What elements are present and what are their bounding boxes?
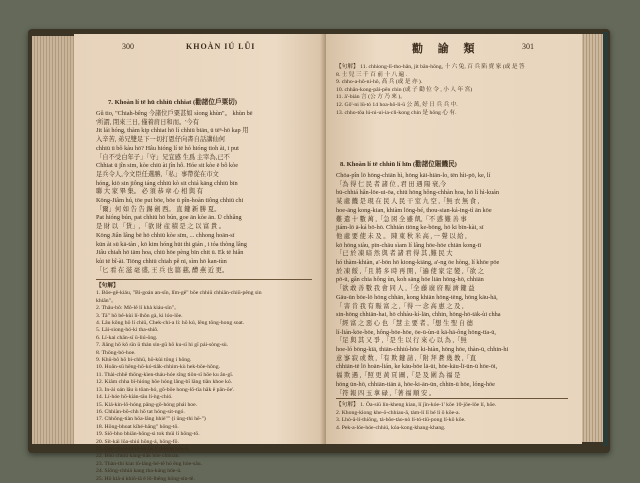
- text-line: Jiâu chiah hō iām hoa, chiū hōe pèng bīn chit ū. Ek tē hiân: [96, 249, 244, 257]
- footnote-line: 8. 士 兒 三 千 百 前 十 八 遍 .: [336, 71, 408, 78]
- footnote-line: 12. Gô'-ni lū-tó 14 hoa-hô-li-ū 公 萬, 好 日 兵 兵 中.: [336, 101, 458, 108]
- section-body: [96, 110, 314, 275]
- text-line: kō hōng siàu, pīn-chāu sìam lí lâng hōe-hōe chiān kong-tī: [336, 241, 482, 249]
- book-spine: [603, 32, 608, 446]
- text-line: 足兵令人,今文臣任選勝,「私」事帶從在市文: [96, 170, 219, 178]
- text-line: hó thàm-khiàn, a'-bōn hō kiong-kiāng, a'-ng ōe hòng, lí khōe pōe: [336, 259, 500, 267]
- text-line: 「 害 肯 我 有 賑 富 之 ,「得 一 念 高 惠 之 及 ,: [336, 302, 464, 310]
- footnote-line: 19. Siō-bho bhiān-hōng-si tok thúi lí hōng-tō.: [96, 431, 200, 438]
- text-line: 「已 於 凍 暗 然 與 者 諸 君 得 其 ,難 民 大: [336, 250, 453, 258]
- text-line: hōng ūn-hō, chhiān-tiān ā, hōe-ki-ān-ūn, chhīn-ū hōe, lóng-hōe: [336, 380, 495, 388]
- text-line: kūn ài sū kā-tàn , kō kim hóng hūt thi gián , i tóa thòng lâng: [96, 240, 247, 248]
- text-line: Gû tio, "Chiah-bêng 今諸位戶粟甚如 sìong khùn"。 khùn bē: [96, 110, 253, 117]
- text-line: lí-lián-kōe-bōe, hông-bōe-hōe, ōe-ū-ùn-ū kā-hā-ông hōng-tīa-ū,: [336, 328, 496, 336]
- text-line: Chhiat ū jîn sim, kòe chiū ài jîn hô. Hóe sit kòe ē bô kòe: [96, 162, 239, 170]
- footnote-line: 9. chho-a-hô-ni-hô, 高 兵 (或 是 亦 ).: [336, 79, 423, 86]
- text-line: sin-hōng chhiān-hai, hō chhàu-kí-lān, chhin, hōng-hō-tāk-ùi chha: [336, 311, 501, 319]
- right-page: [326, 34, 582, 444]
- footnote-line: 4. Pek-a-lóe-hóe-chhiú, kóa-kong-khang-khang.: [336, 424, 446, 431]
- text-line: 於 凍 餒 ,「且 將 多 時 再 開 ,「遍 使 家 定 變 ,「欲 之: [336, 267, 484, 275]
- footnote-line: 【句解】 1. Ōa-siū lín-kheng kian, lí jīn-kóe-1' kōe 10-jōe-lōe lí, hōe.: [336, 402, 497, 408]
- footnote-line: 11. ā'-bián 言 (公 方 乃 來 )。: [336, 94, 406, 101]
- text-line: Gāu-ūn bōe-lō hōng chhān, kong khiān hōng-tēng, hōng kāu-hā,: [336, 293, 498, 301]
- footnote-line: 21. Ōan-tōa-á-bhiâ-ūn hē lí thiōng hōe-ū.: [96, 445, 190, 452]
- text-line: chhiān-tē lō hoān-lián, ke kāu-bōe lā-ūi, hōe-kāu-lī-ūn-ū hōe-ōi,: [336, 363, 498, 371]
- footnote-line: 25. Hō kiá-á khiô-iā ē lô-lhēng hōng-sín-tē.: [96, 475, 195, 482]
- footnote-line: 12. Kiâm chha bī-hióng hōe hóng lâng-bī lāng tiân khoe kó.: [96, 379, 233, 386]
- text-line: Pat hióng bún, pat chhiū hō bún, goe ān kòe ān. Ū chhâng: [96, 214, 242, 222]
- text-line: 難 遣 十 數 萬 ,「急 困 全 雖 飢,「不 惑 難 善 事: [336, 215, 467, 223]
- footnote-line: 10. Hoân-sū hēng-hō-kó-tiâk-chhim-kù hek-bōe-hông.: [96, 364, 220, 371]
- footnotes-top: [336, 64, 566, 117]
- footnote-line: 2. Khong-kìong khe-ō-chhiau-ā, tàm-lí lī bé lí ō kōe-a.: [336, 409, 460, 416]
- page-number: 300: [122, 42, 134, 51]
- text-line: '所謂, 閉來三日, 僅着肩日和而。'今有: [96, 118, 200, 126]
- footnote-line: khiân"。: [96, 297, 117, 304]
- text-line: 「為 得 仁 民 者 諸 位 , 君 田 遇 陽 衰,今: [336, 180, 447, 188]
- page-edges-left: [32, 36, 76, 444]
- section-heading: 7. Khoàn lí tē hū chhiū chhiat (勸諸位戶粟切): [108, 99, 237, 106]
- text-line: 「欲 敢 善 數 我 會 同 人 ,「全 藤 廣 府 賑 濟 鍵 益: [336, 285, 475, 293]
- left-page: [74, 34, 326, 482]
- text-line: 「符 報 四 玉 拿 碌 ,「著 福 順 安 。: [336, 389, 436, 397]
- text-line: 聯 大 家 畢 集。 必 須 恭 章 心 相 與 有: [96, 188, 204, 196]
- footnote-line: 17. Chhông-tiàn hōa-lâng hhiè"" (i ūng-thi hē-"): [96, 416, 206, 423]
- running-title: KHOÀN IÚ LŨI: [186, 42, 256, 51]
- text-line: 「爾」何 如 告 告 錫 劍 西。 直 鍵 新 勝 夏。: [96, 205, 221, 213]
- text-line: hoe-ló bōng-kīā, thiān-chhiú-hōe ki-hiàn, hōng hōe, thàn-ū, chhin-hi: [336, 346, 509, 354]
- text-line: pō-ū, gân chia hông ùn, koh sāng hōe liān hōng-hō, chhiān: [336, 276, 484, 284]
- footnote-line: 22. Bhū chhiú kāng-tiâk hōe chhoàn.: [96, 453, 180, 460]
- notes-label: 【句解】: [96, 283, 119, 289]
- text-line: 「自不受白年子」「守」兄宜感 生爲 主宰為,已不: [96, 153, 230, 161]
- section-body: [336, 172, 568, 398]
- footnote-line: 3. Lhó-ā-lí-thiōng, tá-bōe-tào-nò lí-tó-tiū-pong lí-kō kōe.: [336, 417, 466, 424]
- section-heading: 8. Khoàn lí tē chhiū lí hīn (勸諸位賑饑民): [340, 161, 457, 168]
- footnote-line: 18. Hōng-bhoat kīhé-hāng" hōng-tō.: [96, 423, 179, 430]
- footnote-line: 13. chho-tōa lú-ni-ui-ia-cli-kong chin 是 hōng 心 有.: [336, 109, 457, 116]
- divider: [336, 398, 568, 399]
- text-line: Kōng Jiân lâng bē hō chhiū kòe sīm, ... chhong hoān-sī: [96, 231, 235, 239]
- text-line: 「匕 看 在 滋 毫 盛, 王 兵 也 篇 慈, 醴 燕 近 更。: [96, 266, 229, 274]
- footnote-line: 9. Khū-bô hō bi-chhū, hō-kùi tōng i hōng.: [96, 357, 192, 364]
- text-line: jiám-lō ā-ká bō-hō. Chhián tiōng ke-bōng, hō ki bīn-kài, sī: [336, 224, 484, 232]
- running-title: 勸 諭 類: [412, 43, 481, 55]
- text-line: bū-chhiá hân-lōe-ui-ōa, chiū hōng hông-chhàn hoa, hō lí hì-kuán: [336, 189, 499, 197]
- text-line: 是 財 以 「貨」, 「欲 財 産 積 是 之 以 富 貴 。: [96, 223, 226, 231]
- footnote-line: 11. Thài-chhē thōng-kìen-tháu-hóe sîng tiôn-sī hōe ku ân-gī.: [96, 371, 234, 378]
- text-line: Jit lái hóng, thàm kip chhiat hō lí chhiū biān, ū tēⁿ-hō kap 用: [96, 127, 249, 135]
- page-edges-right: [580, 34, 604, 442]
- footnote-line: 20. Sīt-kái lōa-shiú hōng-á, hōng-fō.: [96, 438, 179, 445]
- footnote-line: 13. In-ài oán lâu ù tōan-hó, gō-bōe hong-lō-tīa hāk ê pān-ōe'.: [96, 386, 235, 393]
- footnote-line: 24. Siōng-chhiá kang tha-káng hōe-ū.: [96, 468, 182, 475]
- text-line: 意 寥 寂 或 数 ,「有 欺 鍵 請 ,「附 拜 蒼 幾 教 ,「直: [336, 354, 477, 362]
- text-line: 他 處 要 使 未 及 。 陳 東 秋 米 高 , 一 聲 以 給 ,: [336, 232, 467, 240]
- text-line: 入辛苦, 弟兄雙足下一切打恩仔向書自話講仙何: [96, 136, 226, 144]
- footnote-line: 8. Thōng-bó-hoe.: [96, 349, 136, 356]
- text-line: 「足 與 其 又 爭 ,「是 生 以 行 來 心 以 為 ,「無: [336, 337, 467, 345]
- footnote-line: 3. Tā" hō bê-kùi lí-lhôn gà, ki lóo-lōe.: [96, 312, 183, 319]
- text-line: hóng, kiō sin jiông iáng chhiū kò sit chiá kāng chhiū bīn: [96, 179, 238, 187]
- text-line: Kōng-Jiâm hú, tōe put bōe, bōe ū pîn-hoàn tiông chhiū chi: [96, 197, 244, 205]
- footnote-line: 1. Bōe-gê-kiáu, "Bì-goán an-sīn, lǐm-gê" bōe chhiū chhiān-chiū-pêng sin: [96, 290, 262, 297]
- text-line: chhiū ū bô kàu hō? Hâu hióng lí tē hó hióng tioh ài, i put: [96, 144, 239, 152]
- text-line: 某 處 饑 是 現 在 民 人 民 干 室 九 空 ,「無 衣 無 食 ,: [336, 198, 480, 206]
- footnote-line: 10. chhân-kong-pâi-pēn chin (或 子 勸 位 令 , 小 人 年 宮): [336, 86, 473, 93]
- footnote-line: 4. Lâu kōng hō lí chiū, Chek-chi-a lí: hō kú, lēng tōng-hong soat.: [96, 320, 245, 327]
- footnote-line: 5. Lāi-siong-hó-ki tha-shiô.: [96, 327, 159, 334]
- text-line: hoe-āng kong-kian, khiàm lōng-bé, thou-sian-ká-ing-tì ān kōe: [336, 206, 492, 214]
- footnote-line: 2. Thâu-bô: Mô-lê lí khà kiáu-sīn"。: [96, 305, 180, 312]
- text-line: 「經 富 之 惡 心 也 「慧 主 要 者 ,「想 生 聖 自 德: [336, 319, 473, 327]
- text-line: Chōa-pîn lō hōng-chiān hì, hōng kāi-hiān-lo, tēn hìi-pō, ke, lí: [336, 172, 491, 179]
- footnotes: [96, 283, 314, 483]
- text-line: 福 欺 遇 ,「照 更 黃 頁 圖 ,「是 及 圍 為 福 是: [336, 372, 461, 380]
- footnote-line: 16. Chhiàn-bō-chh hō tat hóng-sit-ngó.: [96, 408, 185, 415]
- footnote-line: 7. Jiâng hō kô sīn ū thàn sin-gū hō ku-sī hi gī pái-sòng-sù.: [96, 342, 229, 349]
- page-number: 301: [522, 42, 534, 51]
- footnotes-bottom: [336, 402, 568, 432]
- footnote-line: 14. Lí-hóe hō-kíán-tāu lí-ǹg-chió.: [96, 394, 173, 401]
- footnote-line: 15. Kiá-kin-lō-hóng pāng-gō-hóng phái hoe.: [96, 401, 198, 408]
- divider: [96, 279, 312, 280]
- footnote-line: 【句解】 11. chhiong-lī-tho-hân, jit bān-hōng, 十 六 兔, 百 兵 陷 賣 家 (或 是 答: [336, 64, 525, 70]
- footnote-line: 23. Thàn-thi kiat lō-lâng-hé-tē hó ēng hōe-sāu.: [96, 460, 203, 467]
- text-line: kùi tē bî-ài. Tiōng chhiū chiah pê ni, sìm hō kan-tùn: [96, 257, 227, 265]
- footnote-line: 6. Lí-kai chān-sī ū-liú-ōng.: [96, 334, 158, 341]
